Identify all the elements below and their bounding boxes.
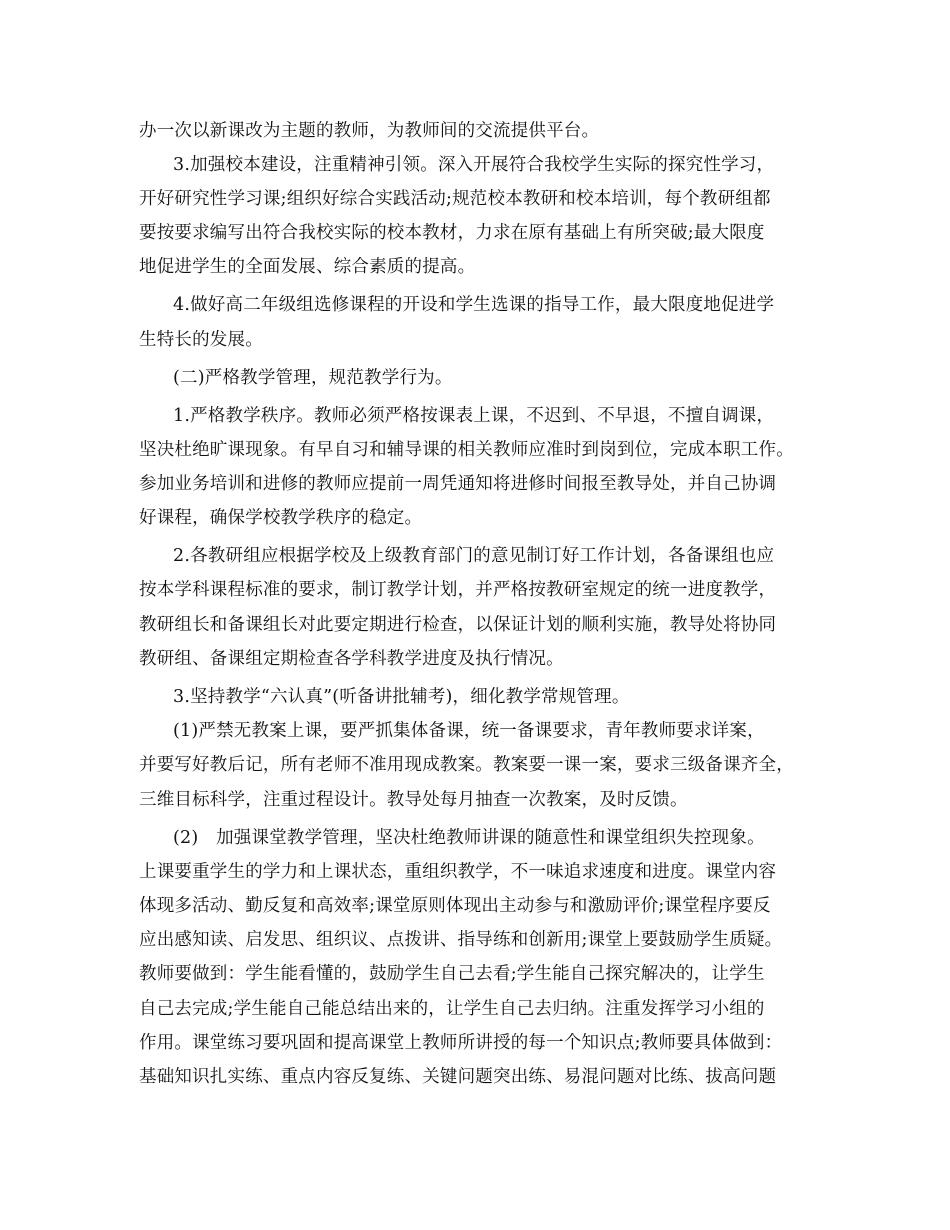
text-line: 作用。课堂练习要巩固和提高课堂上教师所讲授的每一个知识点;教师要具体做到：: [139, 1033, 783, 1053]
text-line: 体现多活动、勤反复和高效率;课堂原则体现出主动参与和激励评价;课堂程序要反: [139, 896, 771, 916]
text-line: 开好研究性学习课;组织好综合实践活动;规范校本教研和校本培训，每个教研组都: [139, 189, 771, 209]
text-line: 自己去完成;学生能自己能总结出来的，让学生自己去归纳。注重发挥学习小组的: [139, 999, 765, 1019]
text-line: 2.各教研组应根据学校及上级教育部门的意见制订好工作计划，各备课组也应: [173, 546, 775, 566]
text-line: (2) 加强课堂教学管理，坚决杜绝教师讲课的随意性和课堂组织失控现象。: [173, 828, 765, 848]
text-line: 要按要求编写出符合我校实际的校本教材，力求在原有基础上有所突破;最大限度: [139, 223, 765, 243]
text-line: 上课要重学生的学力和上课状态，重组织教学，不一味追求速度和进度。课堂内容: [139, 862, 777, 882]
section-heading: (二)严格教学管理，规范教学行为。: [173, 368, 453, 388]
text-line: 参加业务培训和进修的教师应提前一周凭通知将进修时间报至教导处，并自己协调: [139, 474, 777, 494]
text-line: 基础知识扎实练、重点内容反复练、关键问题突出练、易混问题对比练、拔高问题: [139, 1067, 777, 1087]
text-line: 3.加强校本建设，注重精神引领。深入开展符合我校学生实际的探究性学习，: [173, 155, 775, 175]
text-line: 生特长的发展。: [139, 330, 263, 350]
text-line: 按本学科课程标准的要求，制订教学计划，并严格按教研室规定的统一进度教学，: [139, 580, 777, 600]
text-line: 办一次以新课改为主题的教师，为教师间的交流提供平台。: [139, 121, 600, 141]
text-line: 1.严格教学秩序。教师必须严格按课表上课，不迟到、不早退，不擅自调课，: [173, 406, 775, 426]
text-line: 应出感知读、启发思、组织议、点拨讲、指导练和创新用;课堂上要鼓励学生质疑。: [139, 930, 783, 950]
text-line: 教研组长和备课组长对此要定期进行检查，以保证计划的顺利实施，教导处将协同: [139, 615, 777, 635]
text-line: 3.坚持教学“六认真”(听备讲批辅考)，细化教学常规管理。: [173, 687, 630, 707]
text-line: (1)严禁无教案上课，要严抓集体备课，统一备课要求，青年教师要求详案，: [173, 721, 765, 741]
text-line: 4.做好高二年级组选修课程的开设和学生选课的指导工作，最大限度地促进学: [173, 295, 775, 315]
text-line: 并要写好教后记，所有老师不准用现成教案。教案要一课一案，要求三级备课齐全，: [139, 755, 794, 775]
text-line: 地促进学生的全面发展、综合素质的提高。: [139, 257, 476, 277]
text-line: 教师要做到：学生能看懂的，鼓励学生自己去看;学生能自己探究解决的，让学生: [139, 964, 765, 984]
text-line: 教研组、备课组定期检查各学科教学进度及执行情况。: [139, 649, 564, 669]
text-line: 三维目标科学，注重过程设计。教导处每月抽查一次教案，及时反馈。: [139, 790, 688, 810]
text-line: 好课程，确保学校教学秩序的稳定。: [139, 508, 423, 528]
text-line: 坚决杜绝旷课现象。有早自习和辅导课的相关教师应准时到岗到位，完成本职工作。: [139, 440, 794, 460]
